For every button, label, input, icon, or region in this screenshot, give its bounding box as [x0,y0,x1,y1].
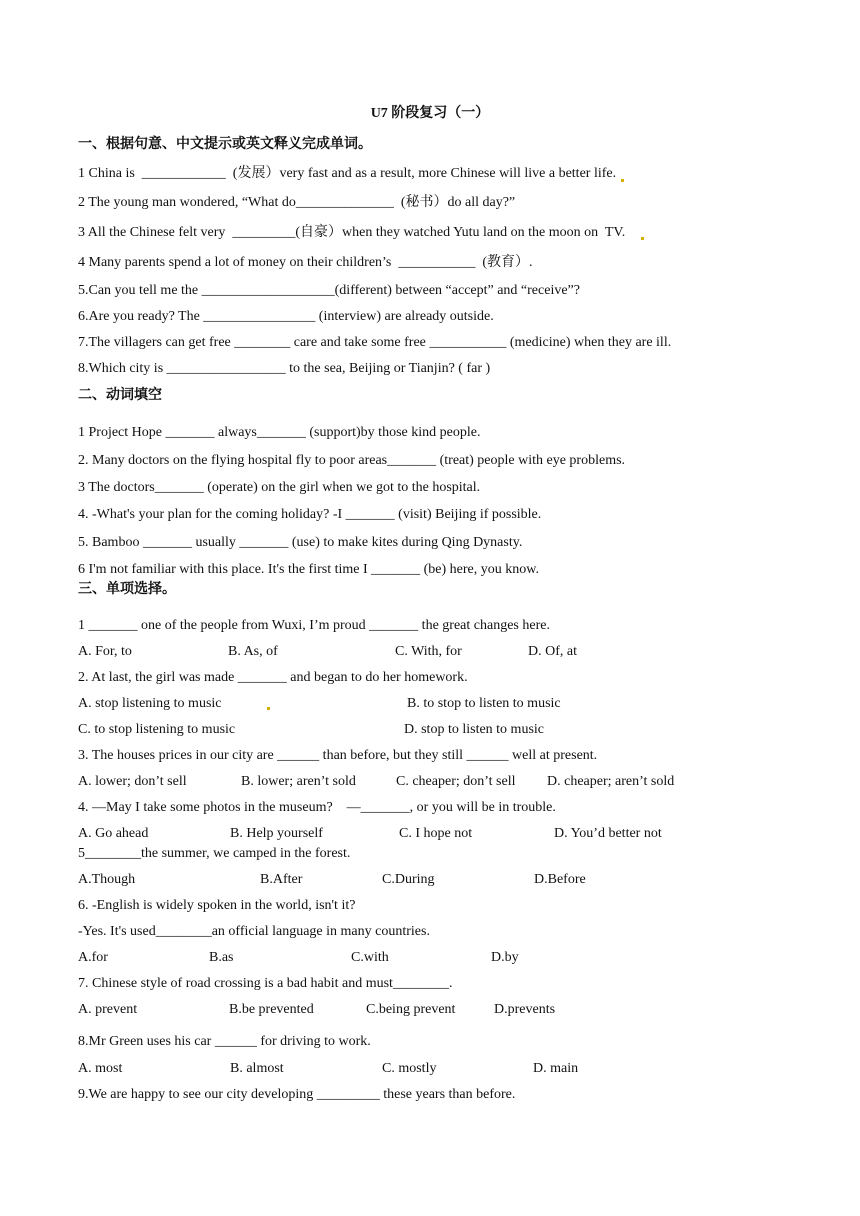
q3-option-a: A. lower; don’t sell [78,774,187,789]
s3-question-8: 8.Mr Green uses his car ______ for driving to work. [78,1034,371,1049]
q5-option-d: D.Before [534,872,586,887]
s1-question-1: 1 China is ____________ (发展）very fast and as a result, more Chinese will live a better life. [78,166,617,181]
q7-option-c: C.being prevent [366,1002,456,1017]
s1-question-3: 3 All the Chinese felt very _________(自豪）when they watched Yutu land on the moon on TV. [78,225,626,240]
s3-question-6-answer: -Yes. It's used________an official language in many countries. [78,924,430,939]
q4-option-c: C. I hope not [399,826,473,841]
q3-option-b: B. lower; aren’t sold [241,774,356,789]
q2-option-c: C. to stop listening to music [78,722,236,737]
stray-mark [267,707,270,710]
q5-option-a: A.Though [78,872,136,887]
q7-option-a: A. prevent [78,1002,138,1017]
q4-option-d: D. You’d better not [554,826,662,841]
q7-option-d: D.prevents [494,1002,556,1017]
s1-question-8: 8.Which city is _________________ to the sea, Beijing or Tianjin? ( far ) [78,361,491,376]
q6-option-b: B.as [209,950,234,965]
q3-option-c: C. cheaper; don’t sell [396,774,516,789]
s2-question-3: 3 The doctors_______ (operate) on the girl when we got to the hospital. [78,480,481,495]
q5-option-b: B.After [260,872,303,887]
s3-question-1: 1 _______ one of the people from Wuxi, I’m proud _______ the great changes here. [78,618,550,633]
stray-mark [621,179,624,182]
q8-option-a: A. most [78,1061,123,1076]
s1-question-7: 7.The villagers can get free ________ care and take some free ___________ (medicine) when they are ill. [78,335,672,350]
q8-option-d: D. main [533,1061,579,1076]
q8-option-b: B. almost [230,1061,284,1076]
q1-option-b: B. As, of [228,644,278,659]
stray-mark [641,237,644,240]
s3-question-5: 5________the summer, we camped in the forest. [78,846,351,861]
section2-heading: 二、动词填空 [78,388,162,403]
q4-option-b: B. Help yourself [230,826,323,841]
q2-option-d: D. stop to listen to music [404,722,544,737]
s3-question-6: 6. -English is widely spoken in the world, isn't it? [78,898,356,913]
q3-option-d: D. cheaper; aren’t sold [547,774,675,789]
q1-option-c: C. With, for [395,644,462,659]
s1-question-2: 2 The young man wondered, “What do______________ (秘书）do all day?” [78,195,516,210]
s3-question-7: 7. Chinese style of road crossing is a bad habit and must________. [78,976,453,991]
page-title: U7 阶段复习（一） [370,106,490,121]
q7-option-b: B.be prevented [229,1002,314,1017]
q8-option-c: C. mostly [382,1061,437,1076]
q6-option-a: A.for [78,950,108,965]
s2-question-2: 2. Many doctors on the flying hospital fly to poor areas_______ (treat) people with eye problems. [78,453,626,468]
section3-heading: 三、单项选择。 [78,582,176,597]
s3-question-2: 2. At last, the girl was made _______ and began to do her homework. [78,670,468,685]
section1-heading: 一、根据句意、中文提示或英文释义完成单词。 [78,137,372,152]
q6-option-c: C.with [351,950,389,965]
s3-question-3: 3. The houses prices in our city are ______ than before, but they still ______ well at present. [78,748,598,763]
q5-option-c: C.During [382,872,435,887]
s2-question-4: 4. -What's your plan for the coming holiday? -I _______ (visit) Beijing if possible. [78,507,542,522]
q6-option-d: D.by [491,950,519,965]
s1-question-4: 4 Many parents spend a lot of money on their children’s ___________ (教育）. [78,255,533,270]
s3-question-4: 4. —May I take some photos in the museum? —_______, or you will be in trouble. [78,800,556,815]
q1-option-a: A. For, to [78,644,132,659]
q4-option-a: A. Go ahead [78,826,149,841]
s3-question-9: 9.We are happy to see our city developing _________ these years than before. [78,1087,516,1102]
q2-option-b: B. to stop to listen to music [407,696,561,711]
s2-question-6: 6 I'm not familiar with this place. It's the first time I _______ (be) here, you know. [78,562,539,577]
s1-question-6: 6.Are you ready? The ________________ (interview) are already outside. [78,309,494,324]
s2-question-5: 5. Bamboo _______ usually _______ (use) to make kites during Qing Dynasty. [78,535,523,550]
q1-option-d: D. Of, at [528,644,577,659]
q2-option-a: A. stop listening to music [78,696,222,711]
s1-question-5: 5.Can you tell me the ___________________(different) between “accept” and “receive”? [78,283,580,298]
s2-question-1: 1 Project Hope _______ always_______ (support)by those kind people. [78,425,481,440]
